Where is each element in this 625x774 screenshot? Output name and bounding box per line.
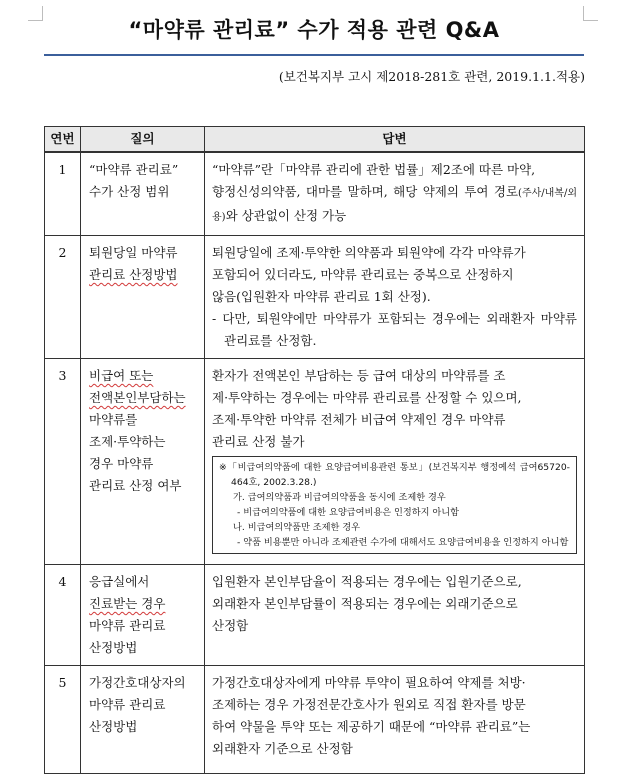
answer-line: 하여 약물을 투약 또는 제공하기 때문에 “마약류 관리료”는 [212, 719, 531, 734]
table-row [45, 666, 585, 774]
question-line: “마약류 관리료” [89, 162, 179, 177]
answer-route-note: (주사/내복/외용) [212, 188, 577, 223]
page-title: “마약류 관리료” 수가 적용 관련 Q&A [128, 18, 500, 42]
reference-note-box [212, 456, 577, 554]
answer-line: 포함되어 있더라도, 마약류 관리료는 중복으로 산정하지 [212, 267, 514, 282]
note-line: - 약품 비용뿐만 아니라 조제관련 수가에 대해서도 요양급여비용을 인정하지 아니함 [237, 537, 569, 548]
question-line: 퇴원당일 마약류 [89, 245, 178, 260]
answer-line: 입원환자 본인부담율이 적용되는 경우에는 입원기준으로, [212, 574, 522, 589]
qa-table [44, 126, 585, 774]
question-line: 마약류 관리료 [89, 618, 166, 633]
note-line: ※「비급여의약품에 대한 요양급여비용관련 통보」(보건복지부 행정예석 급여65720-464호, 2002.3.28.) [219, 462, 570, 488]
answer-cell [205, 359, 585, 565]
corner-mark-right [583, 6, 598, 21]
table-row [45, 565, 585, 666]
note-line: - 비급여의약품에 대한 요양급여비용은 인정하지 아니함 [237, 507, 460, 518]
table-row [45, 359, 585, 565]
corner-mark-left [28, 6, 43, 21]
question-line: 관리료 산정 여부 [89, 478, 182, 493]
answer-line: 와 상관없이 산정 가능 [225, 208, 347, 223]
column-header-question: 질의 [81, 127, 205, 153]
answer-line: 가정간호대상자에게 마약류 투약이 필요하여 약제를 처방· [212, 675, 526, 690]
note-line: 가. 급여의약품과 비급여의약품을 동시에 조제한 경우 [233, 492, 446, 503]
answer-line: 제·투약하는 경우에는 마약류 관리료를 산정할 수 있으며, [212, 390, 522, 405]
row-number: 4 [45, 565, 81, 666]
row-number: 3 [45, 359, 81, 565]
question-line: 관리료 산정방법 [89, 267, 178, 282]
note-line: 나. 비급여의약품만 조제한 경우 [233, 522, 361, 533]
answer-line: 산정함 [212, 618, 249, 633]
question-line: 마약류를 [89, 412, 138, 427]
table-row [45, 236, 585, 359]
question-line: 전액본인부담하는 [89, 390, 186, 405]
table-row [45, 152, 585, 236]
question-line: 가정간호대상자의 [89, 675, 186, 690]
answer-cell [205, 152, 585, 236]
row-number: 5 [45, 666, 81, 774]
row-number: 1 [45, 152, 81, 236]
title-block [44, 14, 584, 56]
table-header-row [45, 127, 585, 153]
question-cell [81, 152, 205, 236]
answer-line: 관리료 산정 불가 [212, 434, 305, 449]
answer-cell [205, 565, 585, 666]
page-subtitle: (보건복지부 고시 제2018-281호 관련, 2019.1.1.적용) [278, 69, 585, 84]
answer-line: 외래환자 본인부담률이 적용되는 경우에는 외래기준으로 [212, 596, 518, 611]
question-cell [81, 666, 205, 774]
row-number: 2 [45, 236, 81, 359]
answer-cell [205, 236, 585, 359]
answer-bullet: - 다만, 퇴원약에만 마약류가 포함되는 경우에는 외래환자 마약류 관리료를 산정함. [212, 311, 577, 348]
question-line: 응급실에서 [89, 574, 150, 589]
question-line: 수가 산정 범위 [89, 184, 170, 199]
question-cell [81, 236, 205, 359]
column-header-no: 연번 [45, 127, 81, 153]
title-underline [44, 54, 584, 56]
question-line: 진료받는 경우 [89, 596, 166, 611]
answer-line: 외래환자 기준으로 산정함 [212, 741, 353, 756]
question-line: 조제·투약하는 [89, 434, 166, 449]
question-cell [81, 359, 205, 565]
question-line: 비급여 또는 [89, 368, 154, 383]
answer-line: 환자가 전액본인 부담하는 등 급여 대상의 마약류를 조 [212, 368, 506, 383]
answer-line: 퇴원당일에 조제·투약한 의약품과 퇴원약에 각각 마약류가 [212, 245, 526, 260]
answer-line: “마약류”란「마약류 관리에 관한 법률」제2조에 따른 마약, [212, 162, 536, 177]
answer-line: 향정신성의약품, 대마를 말하며, 해당 약제의 투여 경로 [212, 184, 519, 199]
answer-cell [205, 666, 585, 774]
answer-line: 조제하는 경우 가정전문간호사가 원외로 직접 환자를 방문 [212, 697, 526, 712]
column-header-answer: 답변 [205, 127, 585, 153]
answer-line: 않음(입원환자 마약류 관리료 1회 산정). [212, 289, 431, 304]
question-line: 마약류 관리료 [89, 697, 166, 712]
answer-line: 조제·투약한 마약류 전체가 비급여 약제인 경우 마약류 [212, 412, 506, 427]
question-cell [81, 565, 205, 666]
question-line: 산정방법 [89, 719, 138, 734]
question-line: 산정방법 [89, 640, 138, 655]
question-line: 경우 마약류 [89, 456, 154, 471]
